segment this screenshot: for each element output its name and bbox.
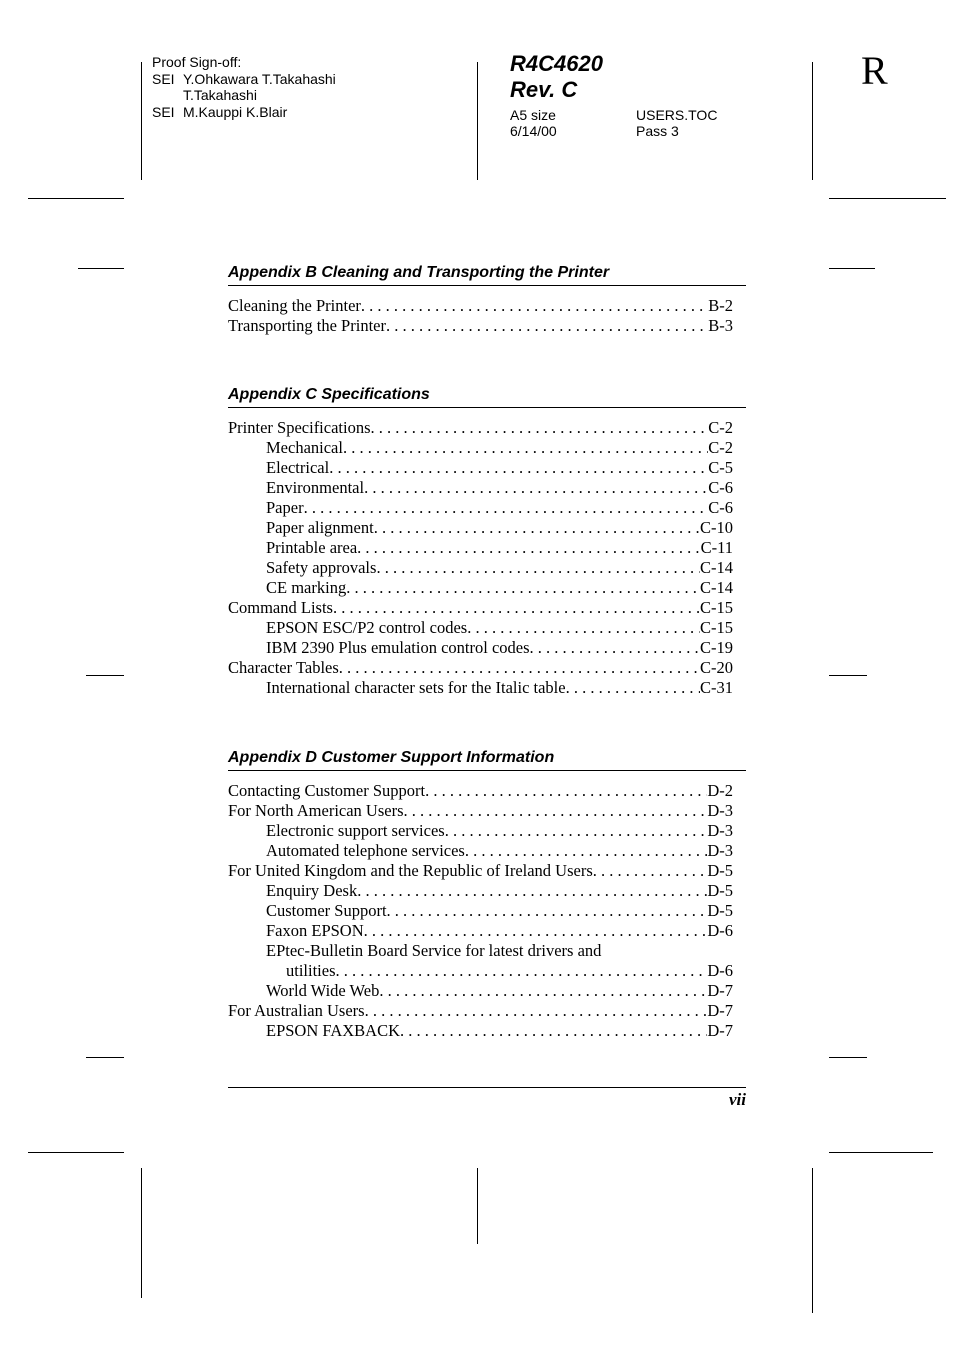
dot-leader xyxy=(386,316,708,336)
toc-entry xyxy=(228,418,733,438)
toc-list xyxy=(228,781,746,1041)
appendix-b-section xyxy=(228,261,746,336)
crop-mark xyxy=(141,62,142,180)
toc-entry xyxy=(228,821,733,841)
toc-entry xyxy=(228,1001,733,1021)
toc-entry-title: For North American Users xyxy=(228,801,404,820)
dot-leader xyxy=(333,598,700,618)
toc-entry-page: D-7 xyxy=(707,1021,733,1040)
proof-signoff xyxy=(152,54,336,120)
toc-entry xyxy=(228,1021,733,1041)
crop-mark xyxy=(812,1168,813,1313)
section-title: Appendix B Cleaning and Transporting the Printer xyxy=(228,261,746,286)
toc-entry xyxy=(228,861,733,881)
toc-entry-title: For United Kingdom and the Republic of Ireland Users xyxy=(228,861,593,880)
corner-mark: R xyxy=(861,48,888,93)
toc-entry-title: Paper alignment xyxy=(266,518,374,537)
toc-entry-title: Environmental xyxy=(266,478,365,497)
toc-entry-title: Command Lists xyxy=(228,598,333,617)
dot-leader xyxy=(336,961,708,981)
crop-mark xyxy=(477,62,478,180)
toc-entry-title: EPSON FAXBACK xyxy=(266,1021,401,1040)
toc-entry-page: D-5 xyxy=(707,861,733,880)
toc-entry-page: D-3 xyxy=(707,841,733,860)
toc-entry xyxy=(228,901,733,921)
toc-entry-page: D-3 xyxy=(707,821,733,840)
dot-leader xyxy=(404,801,708,821)
toc-entry-title: International character sets for the Italic table xyxy=(266,678,566,697)
dot-leader xyxy=(357,538,700,558)
toc-entry xyxy=(228,598,733,618)
toc-entry-page: C-6 xyxy=(708,478,733,497)
dot-leader xyxy=(445,821,708,841)
toc-entry-page: C-31 xyxy=(700,678,733,697)
crop-mark xyxy=(28,1152,124,1153)
revision: Rev. C xyxy=(510,77,578,102)
toc-entry xyxy=(228,658,733,678)
toc-entry xyxy=(228,458,733,478)
toc-entry xyxy=(228,618,733,638)
dot-leader xyxy=(364,478,708,498)
dot-leader xyxy=(364,921,708,941)
toc-entry-page: C-15 xyxy=(700,618,733,637)
crop-mark xyxy=(86,1057,124,1058)
toc-entry xyxy=(228,961,733,981)
toc-list xyxy=(228,418,746,698)
toc-entry xyxy=(228,316,733,336)
dot-leader xyxy=(467,618,700,638)
toc-entry xyxy=(228,558,733,578)
crop-mark xyxy=(86,675,124,676)
toc-entry xyxy=(228,498,733,518)
toc-entry-page: C-14 xyxy=(700,558,733,577)
dot-leader xyxy=(357,881,707,901)
dot-leader xyxy=(593,861,708,881)
toc-entry-title: Safety approvals xyxy=(266,558,377,577)
toc-entry-page: D-5 xyxy=(707,881,733,900)
toc-entry-page: D-2 xyxy=(707,781,733,800)
toc-entry xyxy=(228,941,733,961)
toc-entry-page: C-15 xyxy=(700,598,733,617)
toc-list xyxy=(228,296,746,336)
toc-entry xyxy=(228,981,733,1001)
dot-leader xyxy=(365,1001,708,1021)
toc-entry-page: D-7 xyxy=(707,981,733,1000)
toc-entry-page: D-3 xyxy=(707,801,733,820)
crop-mark xyxy=(78,268,124,269)
toc-entry-title: EPtec-Bulletin Board Service for latest drivers and xyxy=(266,941,602,960)
crop-mark xyxy=(829,675,867,676)
toc-entry-page: C-20 xyxy=(700,658,733,677)
toc-entry xyxy=(228,538,733,558)
dot-leader xyxy=(425,781,707,801)
proof-date: 6/14/00 xyxy=(510,123,557,139)
toc-entry xyxy=(228,296,733,316)
toc-entry xyxy=(228,518,733,538)
toc-entry xyxy=(228,841,733,861)
crop-mark xyxy=(812,62,813,180)
section-title: Appendix C Specifications xyxy=(228,383,746,408)
dot-leader xyxy=(361,296,708,316)
toc-entry-page: C-10 xyxy=(700,518,733,537)
dot-leader xyxy=(374,518,700,538)
dot-leader xyxy=(371,418,709,438)
footer-rule xyxy=(228,1087,746,1088)
toc-entry-page: C-5 xyxy=(708,458,733,477)
dot-leader xyxy=(346,578,700,598)
toc-entry-page: B-2 xyxy=(708,296,733,315)
toc-entry-title: Character Tables xyxy=(228,658,339,677)
toc-entry xyxy=(228,781,733,801)
toc-entry xyxy=(228,638,733,658)
toc-entry xyxy=(228,801,733,821)
crop-mark xyxy=(477,1168,478,1244)
dot-leader xyxy=(376,558,700,578)
crop-mark xyxy=(28,198,124,199)
toc-entry-title: Cleaning the Printer xyxy=(228,296,361,315)
section-title: Appendix D Customer Support Information xyxy=(228,746,746,771)
toc-entry-title: Contacting Customer Support xyxy=(228,781,426,800)
toc-entry-page: C-2 xyxy=(708,418,733,437)
dot-leader xyxy=(387,901,708,921)
toc-entry-title: Mechanical xyxy=(266,438,343,457)
toc-entry-title: Faxon EPSON xyxy=(266,921,364,940)
toc-entry-title: EPSON ESC/P2 control codes xyxy=(266,618,468,637)
toc-entry-page: C-19 xyxy=(700,638,733,657)
crop-mark xyxy=(829,1057,867,1058)
appendix-c-section xyxy=(228,383,746,698)
proof-tag: SEI xyxy=(152,70,175,87)
crop-mark xyxy=(829,198,946,199)
dot-leader xyxy=(339,658,700,678)
toc-entry-title: Customer Support xyxy=(266,901,387,920)
dot-leader xyxy=(379,981,707,1001)
dot-leader xyxy=(566,678,700,698)
toc-entry-title: World Wide Web xyxy=(266,981,380,1000)
toc-entry-title: Electrical xyxy=(266,458,330,477)
toc-entry-title: Electronic support services xyxy=(266,821,445,840)
proof-names: T.Takahashi xyxy=(183,87,257,103)
proof-title: Proof Sign-off: xyxy=(152,54,242,70)
toc-entry-page: C-14 xyxy=(700,578,733,597)
toc-entry-title: Automated telephone services xyxy=(266,841,465,860)
toc-entry xyxy=(228,921,733,941)
proof-names: M.Kauppi K.Blair xyxy=(183,103,288,120)
toc-entry-title: IBM 2390 Plus emulation control codes xyxy=(266,638,530,657)
toc-entry-page: D-6 xyxy=(707,961,733,980)
toc-entry xyxy=(228,438,733,458)
dot-leader xyxy=(400,1021,707,1041)
dot-leader xyxy=(530,638,700,658)
dot-leader xyxy=(329,458,708,478)
toc-entry-title: utilities xyxy=(286,961,336,980)
crop-mark xyxy=(829,268,875,269)
crop-mark xyxy=(829,1152,933,1153)
toc-entry-title: Transporting the Printer xyxy=(228,316,386,335)
proof-tag: SEI xyxy=(152,103,175,120)
toc-entry-page: D-6 xyxy=(707,921,733,940)
toc-entry-title: For Australian Users xyxy=(228,1001,365,1020)
file-name: USERS.TOC xyxy=(636,107,718,123)
toc-entry-page: C-2 xyxy=(708,438,733,457)
toc-entry-title: Printable area xyxy=(266,538,358,557)
toc-entry-page: C-6 xyxy=(708,498,733,517)
proof-line xyxy=(152,104,336,121)
toc-entry-title: Paper xyxy=(266,498,304,517)
toc-entry xyxy=(228,881,733,901)
dot-leader xyxy=(304,498,709,518)
toc-entry xyxy=(228,678,733,698)
toc-entry-page: D-7 xyxy=(707,1001,733,1020)
dot-leader xyxy=(343,438,708,458)
crop-mark xyxy=(141,1168,142,1298)
toc-entry xyxy=(228,578,733,598)
appendix-d-section xyxy=(228,746,746,1041)
page-size: A5 size xyxy=(510,107,556,123)
proof-names: Y.Ohkawara T.Takahashi xyxy=(183,70,336,87)
toc-entry-page: B-3 xyxy=(708,316,733,335)
toc-entry-page: C-11 xyxy=(700,538,733,557)
toc-entry xyxy=(228,478,733,498)
model-number: R4C4620 xyxy=(510,51,603,76)
toc-entry-title: CE marking xyxy=(266,578,347,597)
pass-number: Pass 3 xyxy=(636,123,679,139)
proof-line xyxy=(152,71,336,88)
dot-leader xyxy=(465,841,707,861)
proof-line xyxy=(152,87,336,104)
toc-entry-title: Printer Specifications xyxy=(228,418,371,437)
page-number: vii xyxy=(729,1090,746,1109)
toc-entry-page: D-5 xyxy=(707,901,733,920)
toc-entry-title: Enquiry Desk xyxy=(266,881,358,900)
